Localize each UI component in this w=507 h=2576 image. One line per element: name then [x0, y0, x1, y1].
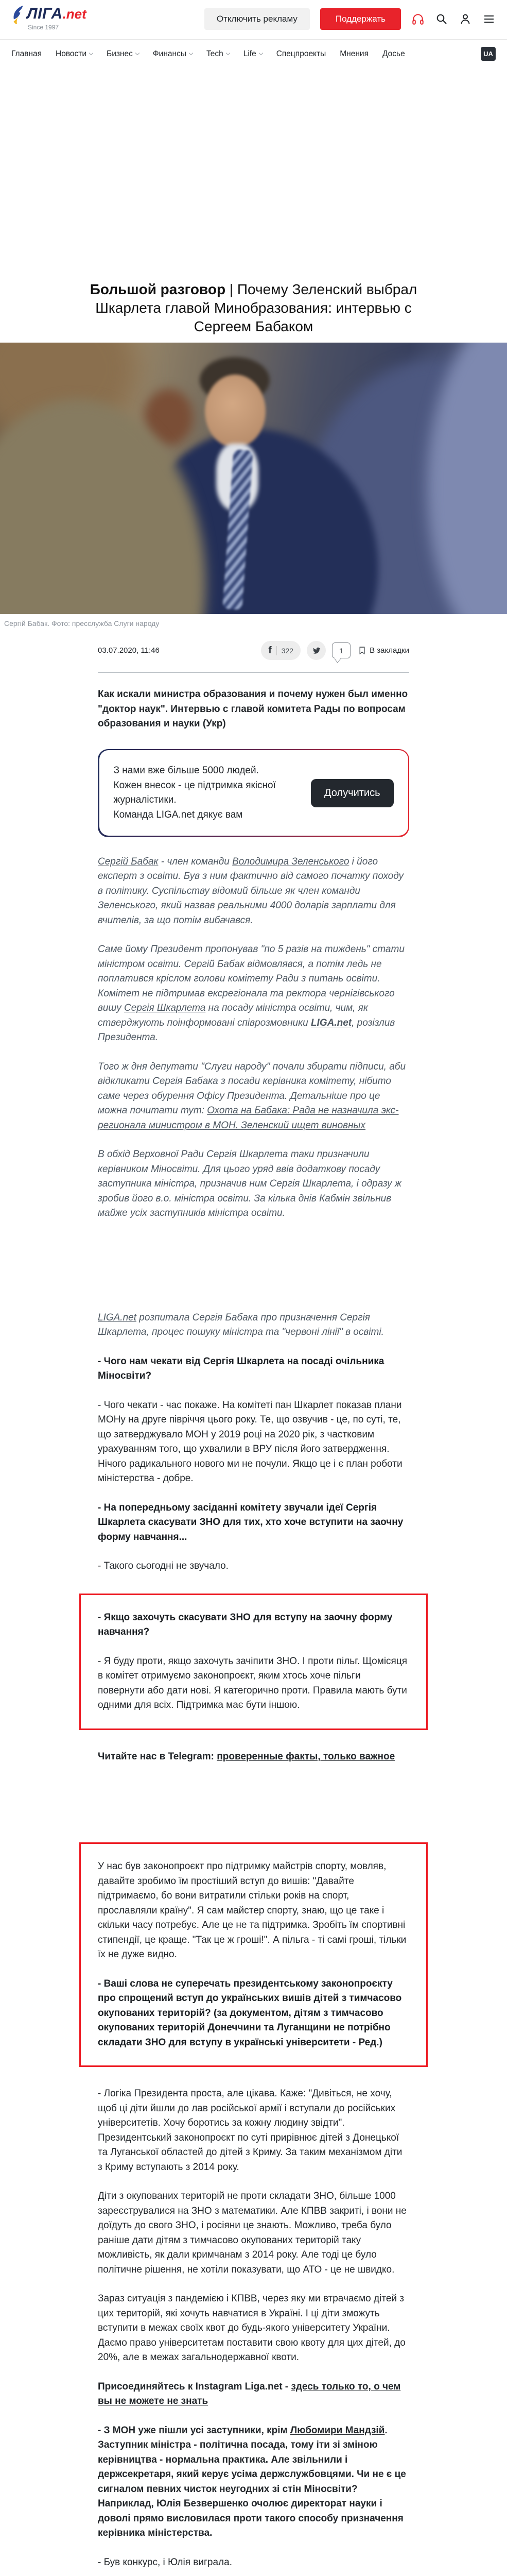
- ad-placeholder-inline: [98, 1778, 409, 1823]
- chevron-down-icon: [225, 50, 230, 55]
- nav-item-novosti[interactable]: [56, 49, 93, 59]
- chevron-down-icon: [189, 50, 193, 55]
- inline-link[interactable]: здесь только то, о чем вы не можете не знать: [98, 2381, 401, 2407]
- article: [0, 280, 507, 2570]
- logo-text: ЛІГА: [27, 5, 63, 22]
- nav-label: Новости: [56, 49, 87, 58]
- question: - Ваші слова не суперечать президентському законопроєкту про спрощений вступ до українських вишів дітей з тимчасово окупованих територій? (за документом, дітям з тимчасово окупованих територій Донеччини та Луганщини не потрібно складати ЗНО для вступу в українські університети - Ред.): [98, 1978, 402, 2048]
- search-icon[interactable]: [435, 12, 448, 26]
- question: [98, 2424, 409, 2541]
- telegram-promo: [98, 1750, 409, 1765]
- inline-link[interactable]: Сергій Бабак: [98, 856, 159, 867]
- donation-banner: [98, 749, 409, 837]
- nav-label: Tech: [206, 49, 223, 58]
- donation-line: З нами вже більше 5000 людей.: [113, 765, 259, 776]
- title-text: | Почему Зеленский выбрал Шкарлета главой Минобразования: интервью с Сергеем Бабаком: [95, 281, 417, 334]
- twitter-icon: [312, 646, 321, 655]
- donation-text: [114, 764, 299, 822]
- bookmark-label: В закладки: [370, 646, 409, 655]
- article-lead: Как искали министра образования и почему нужен был именно "доктор наук". Интервью с главой комитета Рады по вопросам образования и науки (Укр): [98, 689, 408, 730]
- comments-count: 1: [339, 646, 343, 655]
- photo-face: [205, 375, 266, 448]
- answer: - Я буду проти, якщо захочуть зачіпити ЗНО. І проти пільг. Щомісяця в комітет отримуємо законопроєкт, яким хтось хоче пільги повернути або дати нові. Я категорично проти. Правила мають бути одними для всіх. Підтримка має бути іншою.: [98, 1655, 407, 1711]
- facebook-icon: f: [268, 645, 272, 656]
- nav-label: Life: [243, 49, 256, 58]
- question: - Якщо захочуть скасувати ЗНО для вступу на заочну форму навчання?: [98, 1612, 393, 1638]
- nav-label: Досье: [382, 49, 405, 58]
- share-bar: [261, 641, 409, 660]
- inline-link[interactable]: Володимира Зеленського: [232, 856, 349, 867]
- nav-label: Главная: [11, 49, 42, 58]
- paragraph: В обхід Верховної Ради Сергія Шкарлета таки призначили керівником Міносвіти. Для цього уряд ввів додаткову посаду заступника міністра, призначив ним Сергія Шкарлета, і одразу ж зробив його в.о. міністра освіти. За кілька днів Кабмін звільнив майже усіх заступників міністра освіти.: [98, 1149, 401, 1219]
- logo-since: Since 1997: [28, 24, 59, 31]
- article-intro: [98, 855, 409, 1340]
- inline-link[interactable]: Охота на Бабака: Рада не назначила экс-регионала министром в МОН. Зеленский ищет виновных: [98, 1105, 399, 1131]
- paragraph: [98, 855, 409, 928]
- main-nav: [0, 39, 507, 68]
- profile-icon[interactable]: [459, 12, 472, 26]
- text-run: . Заступник міністра - політична посада, тому іти зі зміною керівництва - нормальна практика. Але звільнили і держсекретаря, який керує усіма держслужбовцями. Чи не є це сигналом певних чисток неугодних зі стін Міносвіти? Наприклад, Юлія Безвершенко очолює директорат науки і доволі прямо висловилася проти такого способу призначення керівника міністерства.: [98, 2425, 406, 2539]
- language-toggle[interactable]: UA: [481, 47, 496, 61]
- ad-placeholder-inline: [98, 1235, 409, 1296]
- text-run: - член команди: [158, 856, 233, 867]
- question: - На попередньому засіданні комітету звучали ідеї Сергія Шкарлета скасувати ЗНО для тих, хто хоче вступити на заочну форму навчання...: [98, 1502, 404, 1543]
- nav-label: Спецпроекты: [276, 49, 326, 58]
- support-button[interactable]: Поддержать: [320, 8, 401, 30]
- header-top-row: [0, 0, 507, 39]
- listen-headphones-icon[interactable]: [411, 12, 425, 26]
- disable-ads-button[interactable]: Отключить рекламу: [204, 8, 310, 30]
- highlight-box: [79, 1594, 428, 1730]
- chevron-down-icon: [258, 50, 263, 55]
- nav-item-life[interactable]: [243, 49, 263, 59]
- text-run: і його експерт з освіти. Був з ним фактично від самого початку походу в політику. Суспільству відомий більше як член команди Зеленського, який назвав реальними 4000 доларів зарплати для вчителів, за що потім вибачався.: [98, 856, 404, 926]
- article-meta: [98, 641, 409, 660]
- comments-button[interactable]: [332, 642, 351, 658]
- inline-link[interactable]: LIGA.net: [98, 1312, 136, 1323]
- highlight-box: [79, 1842, 428, 2067]
- paragraph: [98, 942, 409, 1045]
- publish-date: 03.07.2020, 11:46: [98, 646, 160, 655]
- question: - Чого нам чекати від Сергія Шкарлета на посаді очільника Міносвіти?: [98, 1355, 384, 1382]
- divider: [98, 672, 409, 673]
- paragraph: [98, 1311, 409, 1340]
- nav-item-finansy[interactable]: [153, 49, 193, 59]
- nav-label: Финансы: [152, 49, 186, 58]
- instagram-promo: [98, 2380, 409, 2409]
- bookmark-button[interactable]: [358, 646, 409, 655]
- title-rubric: Большой разговор: [90, 281, 226, 297]
- answer: - Чого чекати - час покаже. На комітеті пан Шкарлет показав плани МОНу на друге півріччя цього року. Те, що озвучив - це, по суті, те, що затверджувало МОН у 2019 році на 2020 рік, з частковим урахуванням того, що ухвалили в ВРУ після його затвердження. Нічого радикального нового ми не почули. Якщо це і є план роботи міністерства - добре.: [98, 1399, 403, 1484]
- divider: [276, 646, 277, 655]
- text-run: Саме йому Президент пропонував "по 5 разів на тиждень" стати міністром освіти. Сергій Бабак відмовлявся, а потім ледь не поплатився кріслом голови комітету Ради з питань освіти. Комітет не підтримав ексрегіонала та ректора чернігівського вишу: [98, 944, 405, 1014]
- text-run: , розізлив Президента.: [98, 1017, 395, 1043]
- nav-item-glavnaya[interactable]: [11, 49, 42, 59]
- bookmark-icon: [358, 646, 366, 655]
- chevron-down-icon: [89, 50, 93, 55]
- paragraph: [98, 1060, 409, 1133]
- nav-item-biznes[interactable]: [107, 49, 139, 59]
- answer: Діти з окупованих територій не проти складати ЗНО, більше 1000 зареєструвалися на ЗНО з математики. Але КПВВ закриті, і вони не доїдуть до свого ЗНО, і росіяни це знають. Можливо, треба було раніше дати дітям з тимчасово окупованих територій таку можливість, як дали кримчанам з 2014 року. Але тоді це було політичне рішення, не хотіли показувати, що АТО - це не швидко.: [98, 2191, 407, 2275]
- menu-icon[interactable]: [482, 12, 496, 26]
- donation-line: Кожен внесок - це підтримка якісної журналістики.: [113, 779, 276, 806]
- answer: Зараз ситуація з пандемією і КПВВ, через яку ми втрачаємо дітей з цих територій, які хочуть навчатися в Україні. І ці діти зможуть вступити в межах своїх квот до будь-якого університету України. Даємо право університетам поставити свою квоту для цих дітей, до 20%, але в межах загальнодержавної квоти.: [98, 2293, 406, 2363]
- inline-link[interactable]: Сергія Шкарлета: [124, 1003, 206, 1014]
- site-logo[interactable]: [11, 6, 86, 30]
- inline-link[interactable]: Любомири Мандзій: [290, 2425, 385, 2436]
- donation-banner-inner: [99, 750, 408, 836]
- text-run: розпитала Сергія Бабака про призначення Сергія Шкарлета, процес пошуку міністра та "червоні лінії" в освіті.: [98, 1312, 384, 1338]
- nav-label: Мнения: [340, 49, 369, 58]
- join-button[interactable]: Долучитись: [311, 779, 393, 807]
- page-title: [89, 280, 418, 335]
- nav-item-specproekty[interactable]: [276, 49, 326, 59]
- article-photo: [0, 343, 507, 614]
- inline-link[interactable]: проверенные факты, только важное: [217, 1751, 395, 1762]
- answer: - Такого сьогодні не звучало.: [98, 1561, 229, 1572]
- nav-label: Бизнес: [107, 49, 133, 58]
- site-header: [0, 0, 507, 68]
- chevron-down-icon: [135, 50, 139, 55]
- photo-caption: Сергій Бабак. Фото: пресслужба Слуги народу: [4, 619, 160, 628]
- donation-line: Команда LIGA.net дякує вам: [113, 809, 243, 820]
- logo-swoosh-icon: [11, 5, 29, 28]
- text-run: на посаду міністра освіти, чим, як стверджують поінформовані співрозмовники: [98, 1003, 368, 1028]
- logo-text-block: [27, 6, 86, 30]
- facebook-share-button[interactable]: [261, 641, 301, 660]
- text-run: Читайте нас в Telegram:: [98, 1751, 217, 1762]
- twitter-share-button[interactable]: [307, 641, 326, 660]
- text-run: Того ж дня депутати "Слуги народу" почали збирати підписи, аби відкликати Сергія Бабака з посади керівника комітету, нібито саме через обурення Офісу Президента. Детальніше про це можна почитати тут:: [98, 1061, 406, 1116]
- logo-suffix: .net: [62, 6, 86, 22]
- text-run: - З МОН уже пішли усі заступники, крім: [98, 2425, 290, 2436]
- inline-link[interactable]: LIGA.net: [310, 1017, 352, 1028]
- text-run: Присоединяйтесь к Instagram Liga.net -: [98, 2381, 291, 2392]
- answer: У нас був законопроєкт про підтримку майстрів спорту, мовляв, давайте зробимо їм простіший вступ до вишів: "Давайте підтримаємо, бо вони витратили стільки років на спорт, прославляли країну". Я сам майстер спорту, знаю, що це таке і скільки часу потребує. Але це не та підтримка. Зробіть їм спортивні стипендії, це краще. "Так це ж гроші!". А пільга - ті самі гроші, тільки їх не дуже видно.: [98, 1861, 407, 1960]
- article-body: [98, 687, 409, 2570]
- answer: - Був конкурс, і Юлія виграла.: [98, 2556, 232, 2568]
- ad-placeholder-top: [0, 68, 507, 280]
- facebook-share-count: 322: [281, 646, 294, 655]
- nav-item-mneniya[interactable]: [340, 49, 369, 59]
- nav-item-dosye[interactable]: [382, 49, 405, 59]
- nav-item-tech[interactable]: [206, 49, 230, 59]
- header-actions: [204, 6, 496, 30]
- answer: - Логіка Президента проста, але цікава. Каже: "Дивіться, не хочу, щоб ці діти йшли до лав російської армії і вступали до російських університетів. Хочу боротись за кожну людину звідти". Президентський законопроєкт по суті прирівнює дітей з Донецької та Луганської областей до дітей з Криму. За таким механізмом діти з Криму вступають з 2014 року.: [98, 2088, 403, 2173]
